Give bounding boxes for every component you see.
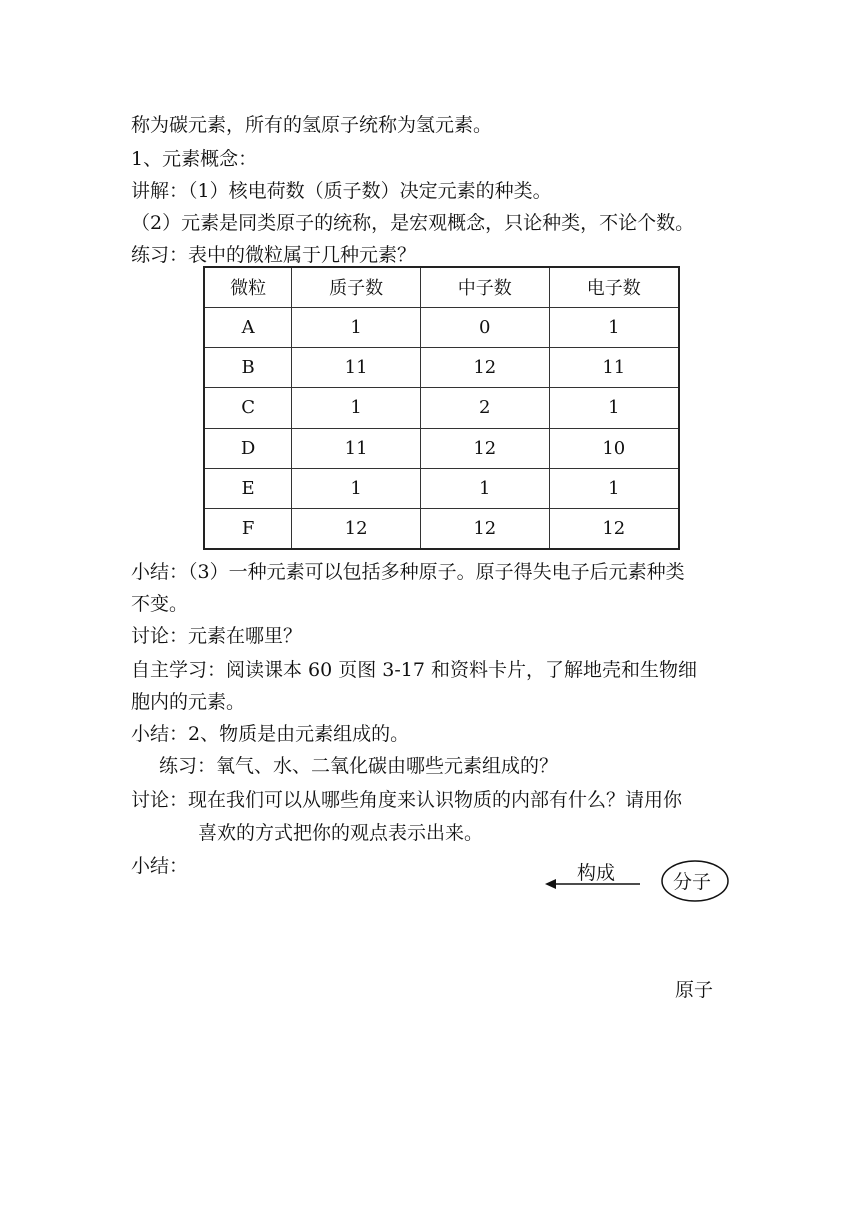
table-cell: 12 bbox=[420, 428, 549, 468]
molecule-label: 分子 bbox=[673, 871, 712, 893]
table-cell: 2 bbox=[420, 388, 549, 428]
table-cell: 12 bbox=[420, 348, 549, 388]
table-cell: 11 bbox=[549, 348, 679, 388]
table-cell: 1 bbox=[420, 468, 549, 508]
table-cell: 1 bbox=[292, 468, 421, 508]
text-line-13: 讨论：现在我们可以从哪些角度来认识物质的内部有什么？请用你 bbox=[131, 789, 683, 811]
atom-label: 原子 bbox=[675, 979, 714, 1001]
table-header-cell: 微粒 bbox=[204, 267, 292, 307]
table-header-cell: 电子数 bbox=[549, 267, 679, 307]
table-row bbox=[204, 509, 679, 549]
table-cell: F bbox=[204, 509, 292, 549]
table-header-cell: 中子数 bbox=[420, 267, 549, 307]
text-line-11: 小结：2、物质是由元素组成的。 bbox=[131, 723, 410, 745]
text-line-9: 自主学习：阅读课本 60 页图 3-17 和资料卡片，了解地壳和生物细 bbox=[131, 659, 698, 681]
table-header-cell: 质子数 bbox=[292, 267, 421, 307]
text-line-6: 小结：（3）一种元素可以包括多种原子。原子得失电子后元素种类 bbox=[131, 561, 685, 583]
table-cell: 11 bbox=[292, 348, 421, 388]
text-line-14: 喜欢的方式把你的观点表示出来。 bbox=[198, 822, 484, 844]
table-cell: 12 bbox=[420, 509, 549, 549]
table-cell: 1 bbox=[292, 307, 421, 347]
text-line-8: 讨论：元素在哪里？ bbox=[131, 625, 303, 647]
table-cell: 10 bbox=[549, 428, 679, 468]
table-cell: 12 bbox=[292, 509, 421, 549]
table-cell: C bbox=[204, 388, 292, 428]
arrow-head-icon bbox=[545, 879, 556, 889]
text-line-12: 练习：氧气、水、二氧化碳由哪些元素组成的？ bbox=[159, 755, 559, 777]
table-cell: 1 bbox=[549, 468, 679, 508]
table-cell: A bbox=[204, 307, 292, 347]
table-cell: 1 bbox=[549, 388, 679, 428]
table-cell: D bbox=[204, 428, 292, 468]
table-cell: 1 bbox=[549, 307, 679, 347]
text-line-15: 小结： bbox=[131, 855, 189, 877]
table-row bbox=[204, 388, 679, 428]
table-header-row bbox=[204, 267, 679, 307]
table-cell: 11 bbox=[292, 428, 421, 468]
particle-table bbox=[203, 266, 680, 550]
table-cell: 0 bbox=[420, 307, 549, 347]
text-line-5: 练习：表中的微粒属于几种元素？ bbox=[131, 244, 417, 266]
table-row bbox=[204, 468, 679, 508]
table-row bbox=[204, 307, 679, 347]
text-line-3: 讲解：（1）核电荷数（质子数）决定元素的种类。 bbox=[131, 180, 552, 202]
text-line-7: 不变。 bbox=[131, 593, 189, 615]
text-line-10: 胞内的元素。 bbox=[131, 691, 246, 713]
text-line-2: 1、元素概念： bbox=[131, 148, 258, 170]
table-row bbox=[204, 348, 679, 388]
arrow-label: 构成 bbox=[577, 862, 616, 884]
table-row bbox=[204, 428, 679, 468]
table-cell: 12 bbox=[549, 509, 679, 549]
table-cell: E bbox=[204, 468, 292, 508]
text-line-4: （2）元素是同类原子的统称，是宏观概念，只论种类，不论个数。 bbox=[131, 212, 695, 234]
text-line-1: 称为碳元素，所有的氢原子统称为氢元素。 bbox=[131, 114, 493, 136]
table-cell: B bbox=[204, 348, 292, 388]
table-cell: 1 bbox=[292, 388, 421, 428]
